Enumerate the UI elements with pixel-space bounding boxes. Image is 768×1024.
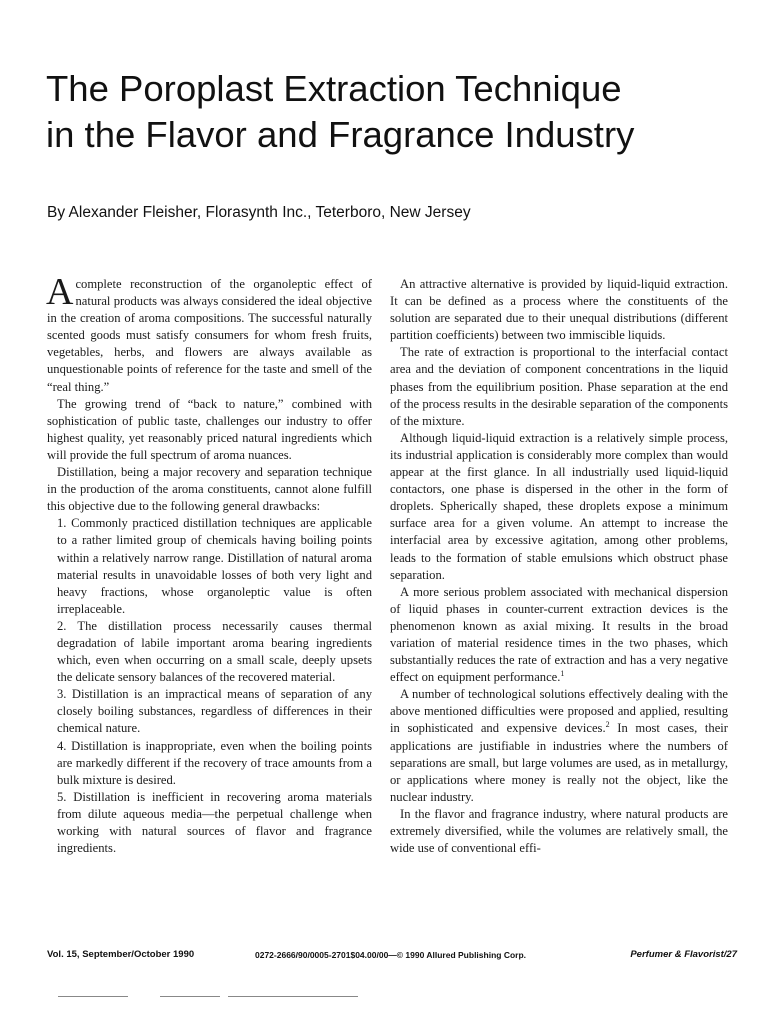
footer-volume: Vol. 15, September/October 1990: [47, 949, 195, 960]
byline: By Alexander Fleisher, Florasynth Inc., Teterboro, New Jersey: [47, 204, 471, 221]
footnote-ref: 2: [605, 720, 610, 730]
footer-journal-page: Perfumer & Flavorist/27: [630, 949, 737, 960]
footnote-ref: 1: [560, 668, 565, 678]
scan-artifact: [160, 996, 220, 997]
left-column: [46, 271, 372, 857]
title-line-2: in the Flavor and Fragrance Industry: [46, 114, 635, 155]
drawback-item-5: 5. Distillation is inefficient in recovering aroma materials from dilute aqueous media—the perpetual challenge when working with natural sources of flavor and fragrance ingredients.: [57, 789, 372, 856]
drawback-item-3: 3. Distillation is an impractical means of separation of any closely boiling substances, regardless of differences in their chemical nature.: [57, 687, 372, 736]
scan-artifact: [228, 996, 358, 997]
paragraph: In the flavor and fragrance industry, where natural products are extremely diversified, while the volumes are relatively small, the wide use of conventional effi-: [390, 806, 728, 856]
paragraph-text: In most cases, their applications are justifiable in industries where the numbers of separations are small, but large volumes are used, as in metallurgy, or applications where money is really not the object, like the nuclear industry.: [390, 721, 728, 804]
paragraph: The growing trend of “back to nature,” combined with sophistication of public taste, challenges our industry to offer highest quality, yet reasonably priced natural ingredients which will provide the full spectrum of aroma nuances.: [47, 396, 372, 462]
page-footer: [47, 948, 737, 962]
paragraph: An attractive alternative is provided by liquid-liquid extraction. It can be defined as a process where the constituents of the solution are separated due to their unequal distributions (different partition coefficients) between two immiscible liquids.: [390, 277, 728, 343]
right-column: [390, 276, 728, 857]
paragraph: The rate of extraction is proportional to the interfacial contact area and the deviation of component concentrations in the liquid phases from the equilibrium position. Phase separation at the end of the process results in the desirable separation of the components of the mixture.: [390, 345, 728, 428]
paragraph: Although liquid-liquid extraction is a relatively simple process, its industrial application is considerably more complex than would appear at the first glance. In all industrially used liquid-liquid contactors, one phase is dispersed in the other in the form of droplets. Spherically shaped, these droplets expose a minimum surface area for a given volume. An attempt to increase the interfacial area by excessive agitation, among other problems, leads to the formation of stable emulsions which obstruct phase separation.: [390, 430, 728, 582]
drawback-item-2: 2. The distillation process necessarily causes thermal degradation of labile important aroma bearing ingredients which, even when occurring on a small scale, deeply upsets the delicate sensory balances of the recovered material.: [57, 618, 372, 685]
paragraph-text: complete reconstruction of the organoleptic effect of natural products was always considered the ideal objective in the creation of aroma compositions. The successful naturally scented goods must satisfy consumers for whom fresh fruits, vegetables, herbs, and flowers are always available as unquestionable points of reference for the taste and smell of the “real thing.”: [47, 277, 372, 394]
drop-cap: A: [46, 271, 74, 313]
footer-copyright-code: 0272-2666/90/0005-2701$04.00/00—© 1990 Allured Publishing Corp.: [255, 950, 527, 960]
paragraph: [390, 584, 728, 687]
scan-artifact: [58, 996, 128, 997]
opening-paragraph: [46, 271, 372, 396]
article-title: [46, 66, 746, 158]
drawback-item-1: 1. Commonly practiced distillation techniques are applicable to a rather limited group of chemicals having boiling points within a relatively narrow range. Distillation of natural aroma material results in unavoidable losses of both very light and heavy fractions, whose organoleptic value is often irreplaceable.: [57, 516, 372, 616]
paragraph: Distillation, being a major recovery and separation technique in the production of the aroma constituents, cannot alone fulfill this objective due to the following general drawbacks:: [47, 465, 372, 514]
title-line-1: The Poroplast Extraction Technique: [46, 68, 622, 109]
paragraph: [390, 686, 728, 806]
paragraph-text: A number of technological solutions effectively dealing with the above mentioned difficulties were proposed and applied, resulting in sophisticated and expensive devices.: [390, 687, 728, 736]
drawback-item-4: 4. Distillation is inappropriate, even when the boiling points are markedly different if the recovery of trace amounts from a bulk mixture is desired.: [57, 738, 372, 787]
paragraph-text: A more serious problem associated with mechanical dispersion of liquid phases in counter-current extraction devices is the phenomenon known as axial mixing. It results in the broad variation of material residence times in the two phases, which substantially reduces the rate of extraction and has a very negative effect on equipment performance.: [390, 584, 728, 685]
